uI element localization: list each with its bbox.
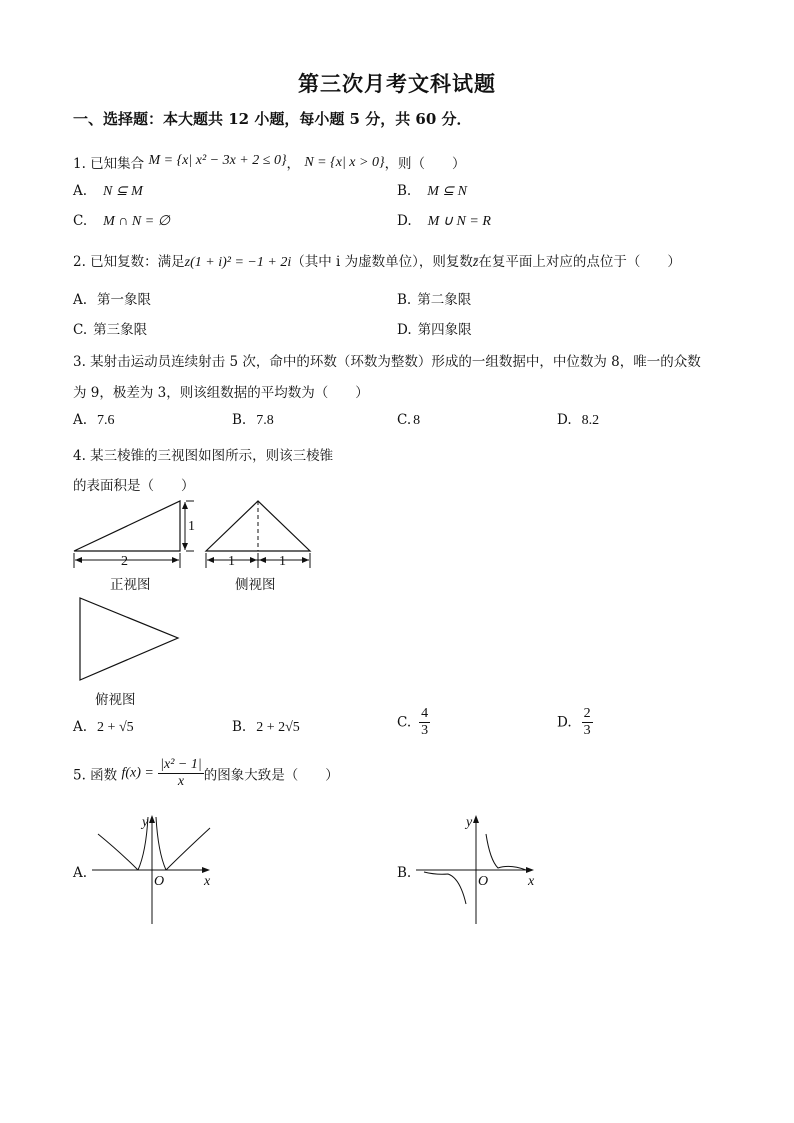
q1-option-b[interactable]: [397, 183, 467, 200]
option-text: 8: [413, 413, 421, 428]
option-text: M ⊆ N: [427, 184, 467, 199]
q1-option-a[interactable]: [73, 183, 143, 200]
axis-x-label: x: [528, 874, 535, 889]
axis-x-label: x: [204, 874, 211, 889]
option-text: 8.2: [581, 413, 600, 428]
option-letter: D.: [557, 412, 572, 428]
q1-option-c[interactable]: [73, 213, 170, 230]
option-letter: B.: [397, 292, 412, 308]
q2-option-d[interactable]: [397, 318, 472, 338]
q5-prefix: 5. 函数: [73, 767, 118, 784]
option-letter: A.: [73, 292, 88, 308]
top-view-caption: 俯视图: [95, 692, 136, 708]
option-text: 2 + 2√5: [256, 720, 300, 735]
q4-line-1: 4. 某三棱锥的三视图如图所示，则该三棱锥: [73, 448, 334, 464]
q2-mid: （其中 i 为虚数单位），则复数: [291, 254, 473, 270]
axis-y-label: y: [466, 815, 473, 830]
q5-option-b-label[interactable]: B.: [397, 865, 412, 881]
option-text: 2 + √5: [97, 720, 134, 735]
q2-equation: z(1 + i)² = −1 + 2i: [184, 255, 292, 270]
origin-label: O: [154, 874, 165, 889]
q1-suffix: ，则（ ）: [384, 156, 466, 172]
option-letter: C.: [73, 322, 88, 338]
q3-option-c[interactable]: [397, 412, 420, 429]
q2-option-a[interactable]: [73, 288, 151, 308]
fraction-numerator: |x² − 1|: [160, 757, 202, 772]
q5-suffix: 的图象大致是（ ）: [203, 767, 339, 784]
q1-prefix: 1. 已知集合: [73, 156, 145, 172]
fraction-denominator: 3: [583, 723, 591, 738]
option-letter: D.: [397, 322, 412, 338]
q5-graph-b[interactable]: [414, 812, 544, 927]
q3-option-a[interactable]: [73, 412, 115, 429]
q2-suffix: 在复平面上对应的点位于（ ）: [478, 254, 681, 270]
front-width-label: 2: [121, 554, 128, 569]
option-text: 第二象限: [417, 292, 472, 308]
q3-option-d[interactable]: [557, 412, 599, 429]
option-text: N ⊆ M: [103, 184, 143, 199]
fraction-denominator: x: [177, 774, 185, 789]
q1-option-d[interactable]: [397, 213, 491, 230]
option-text: 7.6: [97, 413, 115, 428]
q4-option-c[interactable]: [397, 706, 430, 739]
top-view-drawing: [80, 598, 178, 680]
q5-function: f(x) =: [121, 765, 154, 781]
option-letter: A.: [73, 412, 88, 428]
side-view-drawing: [206, 501, 310, 569]
fraction-numerator: 4: [421, 706, 429, 721]
fraction: [582, 706, 593, 739]
option-text: 第四象限: [417, 322, 472, 338]
option-text: M ∪ N = R: [427, 214, 491, 229]
side-left-label: 1: [228, 554, 235, 569]
q5-prompt: [73, 757, 339, 790]
q1-set-n: N = {x| x > 0}: [304, 155, 385, 170]
option-letter: C.: [397, 714, 412, 731]
q1-set-m: M = {x| x² − 3x + 2 ≤ 0}: [148, 153, 287, 168]
option-letter: D.: [557, 714, 572, 731]
three-view-figure: [68, 496, 328, 711]
front-height-label: 1: [188, 519, 195, 534]
q2-prefix: 2. 已知复数：满足: [73, 254, 185, 270]
option-letter: D.: [397, 213, 412, 229]
q1-comma: ，: [286, 156, 301, 172]
option-letter: B.: [397, 183, 412, 199]
option-letter: C.: [397, 412, 412, 428]
q3-option-b[interactable]: [232, 412, 274, 429]
option-text: 第三象限: [93, 322, 148, 338]
side-right-label: 1: [279, 554, 286, 569]
q4-option-b[interactable]: [232, 719, 300, 736]
q2-zbar: z̄: [472, 255, 479, 270]
q4-line-2: 的表面积是（ ）: [73, 478, 195, 494]
q2-option-c[interactable]: [73, 318, 147, 338]
page-title: 第三次月考文科试题: [298, 71, 496, 96]
option-text: M ∩ N = ∅: [103, 214, 170, 229]
option-letter: A.: [73, 719, 88, 735]
q3-line-2: 为 9，极差为 3，则该组数据的平均数为（ ）: [73, 385, 369, 401]
option-letter: B.: [232, 412, 247, 428]
front-view-caption: 正视图: [110, 577, 151, 593]
q1-prompt: [73, 152, 466, 172]
q2-prompt: [73, 250, 681, 271]
q5-graph-a[interactable]: [90, 812, 220, 927]
origin-label: O: [478, 874, 489, 889]
option-text: 第一象限: [97, 292, 152, 308]
q3-line-1: 3. 某射击运动员连续射击 5 次，命中的环数（环数为整数）形成的一组数据中，中位数为 8，唯一的众数: [73, 354, 701, 370]
axis-y-label: y: [142, 815, 149, 830]
q5-option-a-label[interactable]: A.: [73, 865, 88, 881]
option-letter: C.: [73, 213, 88, 229]
option-text: 7.8: [256, 413, 274, 428]
side-view-caption: 侧视图: [235, 577, 276, 593]
option-letter: B.: [232, 719, 247, 735]
q2-option-b[interactable]: [397, 288, 471, 308]
front-view-drawing: [74, 501, 195, 569]
q4-option-a[interactable]: [73, 719, 134, 736]
fraction-denominator: 3: [421, 723, 429, 738]
option-letter: A.: [73, 183, 88, 199]
q4-option-d[interactable]: [557, 706, 593, 739]
q5-fraction: [158, 757, 204, 790]
section-heading: 一、选择题：本大题共 12 小题，每小题 5 分，共 60 分．: [73, 110, 472, 128]
fraction-numerator: 2: [583, 706, 591, 721]
fraction: [419, 706, 430, 739]
